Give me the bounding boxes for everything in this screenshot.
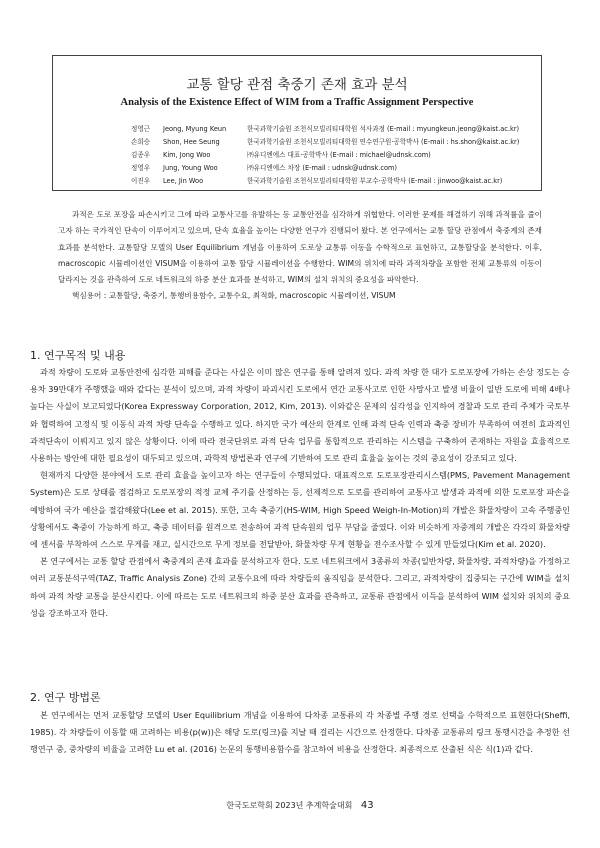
author-row <box>131 136 571 149</box>
author-name-english: Jeong, Myung Keun <box>163 125 227 133</box>
author-name-english: Jung, Young Woo <box>163 164 218 172</box>
page-number: 43 <box>360 800 374 811</box>
section-1-body <box>30 364 570 622</box>
author-row <box>131 123 571 136</box>
author-affiliation: ㈜유디엔에스 차장 (E-mail : udnsk@udnsk.com) <box>247 164 397 172</box>
conference-name: 한국도로학회 2023년 추계학술대회 <box>226 801 353 810</box>
paragraph: 과적 차량이 도로와 교통안전에 심각한 피해를 준다는 사실은 이미 많은 연구를 통해 알려져 있다. 과적 차량 한 대가 도로포장에 가하는 손상 정도는 승용차 39만대가 주행했을 때와 같다는 분석이 있으며, 과적 차량이 파괴시킨 도로에서 연간 교통사고로 인한 사망사고 발생 비율이 일반 도로에 비해 4배나 높다는 사실이 보고되었다(Korea Expressway Corporation, 2012, Kim, 2013). 이와같은 문제의 심각성을 인지하여 경찰과 도로 관리 주체가 국토부와 협력하여 고정식 및 이동식 과적 차량 단속을 수행하고 있다. 하지만 국가 예산의 한계로 인해 과적 단속 인력과 축중 장비가 부족하여 여전히 효과적인 과적단속이 이뤄지고 있지 않은 상황이다. 이에 따라 전국단위로 과적 단속 업무를 통합적으로 관리하는 시스템을 구축하여 존재하는 자원을 효율적으로 사용하는 방안에 대한 필요성이 대두되고 있으며, 과학적 방법론과 연구에 기반하여 도로 관리 효율을 높이는 것의 중요성이 강조되고 있다. <box>30 367 570 464</box>
title-korean: 교통 할당 관점 축중기 존재 효과 분석 <box>186 77 408 93</box>
author-affiliation: 한국과학기술원 조천식모빌리티대학원 석사과정 (E-mail : myungkeun.jeong@kaist.ac.kr) <box>247 125 520 133</box>
paragraph: 현재까지 다양한 분야에서 도로 관리 효율을 높이고자 하는 연구들이 수행되었다. 대표적으로 도로포장관리시스템(PMS, Pavement Management System)은 도로 상태를 점검하고 도로포장의 적정 교체 주기를 산정하는 등, 선제적으로 도로를 관리하여 교통사고 발생과 과적에 의한 도로포장 파손을 예방하여 국가 예산을 절감해왔다(Lee et al. 2015). 또한, 고속 축중기(HS-WIM, High Speed Weigh-In-Motion)의 개발은 화물차량이 고속 주행중인 상황에서도 축중이 가능하게 하고, 축중 데이터를 원격으로 전송하여 과적 단속원의 업무 부담을 줄였다. 이와 비슷하게 자중계의 개발은 각각의 화물차량에 센서를 부착하여 스스로 무게를 재고, 실시간으로 무게 정보를 전달받아, 화물차량 무게 현황을 전수조사할 수 있게 만들었다(Kim et al. 2020). <box>30 470 570 550</box>
author-row <box>131 175 571 188</box>
keywords: 핵심용어 : 교통할당, 축중기, 통행비용함수, 교통수요, 최적화, macroscopic 시뮬레이션, VISUM <box>72 291 396 301</box>
author-name-english: Kim, Jong Woo <box>163 151 211 159</box>
paragraph: 본 연구에서는 먼저 교통할당 모델의 User Equilibrium 개념을 이용하여 다차종 교통류의 각 차종별 주행 경로 선택을 수학적으로 표현한다(Sheffi, 1985). 각 차량들이 이동할 때 고려하는 비용(p(w))은 해당 도로(링크)를 지날 때 걸리는 시간으로 산정한다. 다차종 교통류의 링크 통행시간을 추정한 선행연구 중, 중차량의 비율을 고려한 Lu et al. (2016) 논문의 통행비용함수를 참고하여 비용을 산정한다. 최종적으로 산출된 식은 식(1)과 같다. <box>30 710 570 755</box>
abstract-text: 과적은 도로 포장을 파손시키고 그에 따라 교통사고를 유발하는 등 교통안전을 심각하게 위협한다. 이러한 문제를 해결하기 위해 과적률을 줄이고자 하는 국가적인 단속이 이루어지고 있으며, 단속 효율을 높이는 다양한 연구가 진행되어 왔다. 본 연구에서는 교통 할당 관점에서 축중계의 존재 효과를 분석한다. 교통할당 모델의 User Equilibrium 개념을 이용하여 도로상 교통류 이동을 수학적으로 표현하고, 교통할당을 분석한다. 이후, macroscopic 시뮬레이션인 VISUM을 이용하여 교통 할당 시뮬레이션을 수행한다. WIM의 위치에 따라 과적차량을 포함한 전체 교통류의 이동이 달라지는 것을 관측하여 도로 네트워크의 하중 분산 효과를 분석하고, WIM의 설치 위치의 중요성을 파악한다. <box>58 210 542 285</box>
abstract <box>58 207 542 305</box>
author-affiliation: ㈜유디엔에스 대표·공학박사 (E-mail : michael@udnsk.com) <box>247 151 431 159</box>
author-name-korean: 손희승 <box>131 138 151 146</box>
author-name-korean: 이진우 <box>131 177 151 185</box>
paragraph: 본 연구에서는 교통 할당 관점에서 축중계의 존재 효과를 분석하고자 한다. 도로 네트워크에서 3종류의 차종(일반차량, 화물차량, 과적차량)을 가정하고 여러 교통분석구역(TAZ, Traffic Analysis Zone) 간의 교통수요에 따라 차량들의 움직임을 분석한다. 그리고, 과적차량이 집중되는 구간에 WIM을 설치하여 과적 차량 교통을 분산시킨다. 이에 따르는 도로 네트워크의 하중 분산 효과를 관측하고, 교통류 관점에서 이득을 분석하여 WIM 설치와 위치의 중요성을 강조하고자 한다. <box>30 556 570 618</box>
section-2-body <box>30 707 570 759</box>
author-name-korean: 김종우 <box>131 151 151 159</box>
section-1-heading: 1. 연구목적 및 내용 <box>30 349 126 362</box>
author-list <box>131 123 571 188</box>
author-row <box>131 149 571 162</box>
section-2-heading: 2. 연구 방법론 <box>30 691 101 704</box>
author-affiliation: 한국과학기술원 조천식모빌리티대학원 부교수·공학박사 (E-mail : jinwoo@kaist.ac.kr) <box>247 177 503 185</box>
author-name-english: Lee, Jin Woo <box>163 177 204 185</box>
page-footer <box>0 800 600 811</box>
author-affiliation: 한국과학기술원 조천식모빌리티대학원 연수연구원·공학박사 (E-mail : hs.shon@kaist.ac.kr) <box>247 138 520 146</box>
author-row <box>131 162 571 175</box>
title-box <box>52 55 542 191</box>
author-name-english: Shon, Hee Seung <box>163 138 220 146</box>
author-name-korean: 정영근 <box>131 125 151 133</box>
title-english: Analysis of the Existence Effect of WIM from a Traffic Assignment Perspective <box>120 97 474 108</box>
author-name-korean: 정영우 <box>131 164 151 172</box>
